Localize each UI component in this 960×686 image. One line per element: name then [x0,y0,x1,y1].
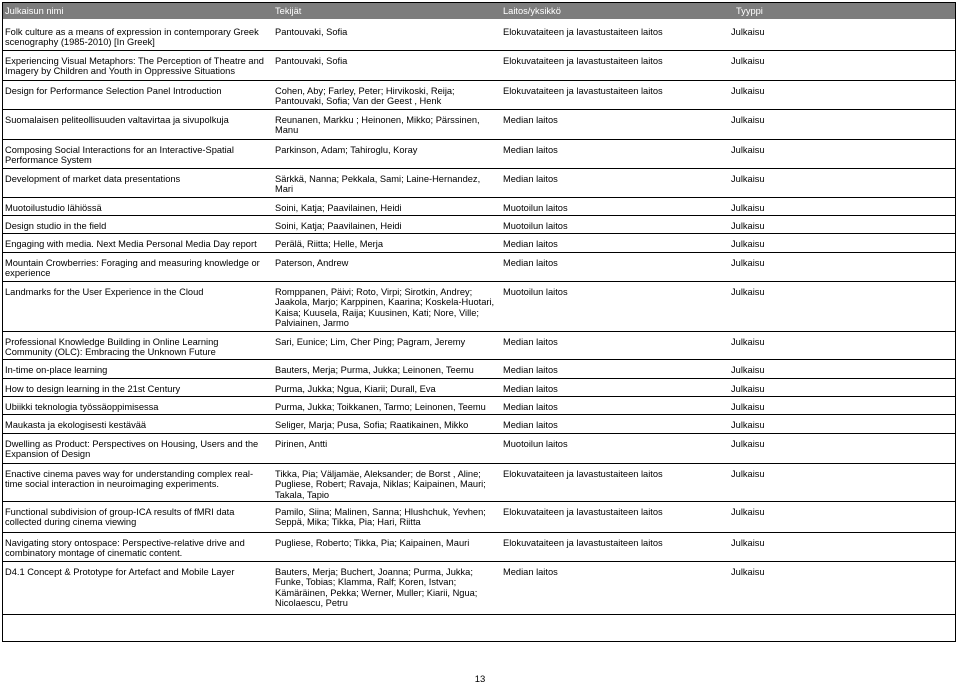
row-title: Ubiikki teknologia työssäoppimisessa [5,402,159,412]
row-authors: Soini, Katja; Paavilainen, Heidi [275,221,402,231]
table-row [3,436,955,463]
row-authors: Seliger, Marja; Pusa, Sofia; Raatikainen, Mikko [275,420,469,430]
table-row [3,83,955,109]
row-title: Professional Knowledge Building in Online Learning Community (OLC): Embracing the Unknown Future [5,337,219,358]
row-type: Julkaisu [731,439,765,449]
table-row [3,466,955,501]
table-header [3,3,955,19]
row-title: D4.1 Concept & Prototype for Artefact and Mobile Layer [5,567,235,577]
row-authors: Tikka, Pia; Väljamäe, Aleksander; de Borst , Aline; Pugliese, Robert; Ravaja, Niklas; Kaipainen, Mauri; Takala, Tapio [275,469,486,500]
page-number: 13 [474,674,486,685]
row-type: Julkaisu [731,365,765,375]
row-authors: Bauters, Merja; Purma, Jukka; Leinonen, Teemu [275,365,474,375]
row-authors: Cohen, Aby; Farley, Peter; Hirvikoski, Reija; Pantouvaki, Sofia; Van der Geest , Henk [275,86,455,107]
row-unit: Elokuvataiteen ja lavastustaiteen laitos [503,469,663,479]
row-unit: Median laitos [503,337,558,347]
row-unit: Median laitos [503,258,558,268]
table-row [3,381,955,396]
row-title: Engaging with media. Next Media Personal Media Day report [5,239,257,249]
row-type: Julkaisu [731,538,765,548]
row-title: Enactive cinema paves way for understanding complex real-time social interaction in neuroimaging experiments. [5,469,254,490]
row-authors: Pantouvaki, Sofia [275,27,348,37]
row-unit: Median laitos [503,567,558,577]
row-unit: Muotoilun laitos [503,287,568,297]
row-title: Dwelling as Product: Perspectives on Housing, Users and the Expansion of Design [5,439,259,460]
row-unit: Median laitos [503,402,558,412]
row-title: Design studio in the field [5,221,107,231]
row-unit: Elokuvataiteen ja lavastustaiteen laitos [503,86,663,96]
row-type: Julkaisu [731,239,765,249]
row-type: Julkaisu [731,469,765,479]
row-type: Julkaisu [731,287,765,297]
table-row [3,504,955,532]
row-title: Mountain Crowberries: Foraging and measuring knowledge or experience [5,258,260,279]
row-authors: Paterson, Andrew [275,258,349,268]
row-unit: Median laitos [503,115,558,125]
row-type: Julkaisu [731,567,765,577]
row-type: Julkaisu [731,174,765,184]
row-title: Design for Performance Selection Panel Introduction [5,86,222,96]
row-type: Julkaisu [731,384,765,394]
row-authors: Särkkä, Nanna; Pekkala, Sami; Laine-Hernandez, Mari [275,174,481,195]
row-unit: Median laitos [503,365,558,375]
row-type: Julkaisu [731,402,765,412]
table-row [3,535,955,561]
row-type: Julkaisu [731,145,765,155]
row-title: Development of market data presentations [5,174,181,184]
row-title: Navigating story ontospace: Perspective-relative drive and combinatory montage of cinematic content. [5,538,245,559]
header-title: Julkaisun nimi [5,6,64,16]
header-unit: Laitos/yksikkö [503,6,561,16]
table-row [3,417,955,433]
row-unit: Elokuvataiteen ja lavastustaiteen laitos [503,56,663,66]
header-authors: Tekijät [275,6,302,16]
row-authors: Pirinen, Antti [275,439,328,449]
row-title: Functional subdivision of group-ICA results of fMRI data collected during cinema viewing [5,507,235,528]
table-row [3,362,955,378]
row-type: Julkaisu [731,115,765,125]
row-unit: Median laitos [503,239,558,249]
row-authors: Purma, Jukka; Ngua, Kiarii; Durall, Eva [275,384,436,394]
row-unit: Elokuvataiteen ja lavastustaiteen laitos [503,507,663,517]
row-title: Suomalaisen peliteollisuuden valtavirtaa ja sivupolkuja [5,115,229,125]
row-unit: Median laitos [503,174,558,184]
row-title: Folk culture as a means of expression in contemporary Greek scenography (1985-2010) [In Greek] [5,27,259,48]
row-authors: Perälä, Riitta; Helle, Merja [275,239,383,249]
row-type: Julkaisu [731,86,765,96]
table-row [3,171,955,197]
row-authors: Pugliese, Roberto; Tikka, Pia; Kaipainen, Mauri [275,538,470,548]
table-row [3,284,955,331]
row-type: Julkaisu [731,507,765,517]
row-authors: Pantouvaki, Sofia [275,56,348,66]
row-authors: Sari, Eunice; Lim, Cher Ping; Pagram, Jeremy [275,337,466,347]
row-title: Maukasta ja ekologisesti kestävää [5,420,147,430]
row-unit: Muotoilun laitos [503,203,568,213]
row-type: Julkaisu [731,203,765,213]
table-row [3,255,955,281]
row-unit: Elokuvataiteen ja lavastustaiteen laitos [503,538,663,548]
table-row [3,218,955,233]
row-authors: Reunanen, Markku ; Heinonen, Mikko; Pärssinen, Manu [275,115,480,136]
row-type: Julkaisu [731,258,765,268]
row-type: Julkaisu [731,337,765,347]
row-type: Julkaisu [731,56,765,66]
row-authors: Purma, Jukka; Toikkanen, Tarmo; Leinonen, Teemu [275,402,486,412]
header-type: Tyyppi [736,6,763,16]
row-authors: Romppanen, Päivi; Roto, Virpi; Sirotkin, Andrey; Jaakola, Marjo; Karppinen, Kaarina; Koskela-Huotari, Kaisa; Kuusela, Raija; Kuusinen, Kati; Nore, Ville; Palviainen, Jarmo [275,287,495,329]
row-type: Julkaisu [731,27,765,37]
row-unit: Median laitos [503,145,558,155]
row-unit: Elokuvataiteen ja lavastustaiteen laitos [503,27,663,37]
row-authors: Parkinson, Adam; Tahiroglu, Koray [275,145,418,155]
row-title: Experiencing Visual Metaphors: The Perception of Theatre and Imagery by Children and Youth in Oppressive Situations [5,56,264,77]
table-row [3,112,955,139]
row-unit: Median laitos [503,384,558,394]
table-row [3,200,955,215]
table-row [3,53,955,80]
table-row [3,334,955,359]
table-row [3,564,955,614]
table-row [3,399,955,414]
row-type: Julkaisu [731,221,765,231]
row-unit: Muotoilun laitos [503,221,568,231]
row-unit: Median laitos [503,420,558,430]
row-type: Julkaisu [731,420,765,430]
row-authors: Soini, Katja; Paavilainen, Heidi [275,203,402,213]
row-unit: Muotoilun laitos [503,439,568,449]
table-row [3,24,955,50]
row-authors: Bauters, Merja; Buchert, Joanna; Purma, Jukka; Funke, Tobias; Klamma, Ralf; Koren, Istvan; Kämäräinen, Pekka; Werner, Muller; Kiarii, Ngua; Nicolaescu, Petru [275,567,478,609]
row-title: How to design learning in the 21st Century [5,384,181,394]
row-authors: Pamilo, Siina; Malinen, Sanna; Hlushchuk, Yevhen; Seppä, Mika; Tikka, Pia; Hari, Riitta [275,507,486,528]
table-row [3,236,955,252]
table-row [3,142,955,168]
row-title: In-time on-place learning [5,365,108,375]
row-title: Muotoilustudio lähiössä [5,203,102,213]
row-title: Landmarks for the User Experience in the Cloud [5,287,204,297]
row-title: Composing Social Interactions for an Interactive-Spatial Performance System [5,145,234,166]
